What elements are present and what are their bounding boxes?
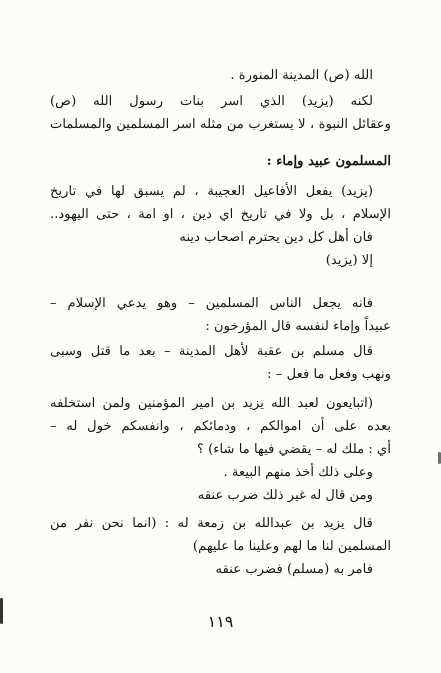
paragraph-yazid-deeds	[50, 180, 391, 272]
text-line: فانه يجعل الناس المسلمين – وهو يدعي الإسلام –	[50, 296, 373, 311]
text-line: أي : ملك له – يقضي فيها ما شاء) ؟	[196, 442, 391, 457]
section-title: المسلمون عبيد وإماء :	[266, 154, 391, 169]
text-line: الإسلام ، بل ولا في تاريخ اي دين ، او امة ، حتى اليهود..	[50, 207, 391, 222]
text-line: ونهب وفعل ما فعل – :	[267, 367, 391, 382]
text-line: قال يزيد بن عبدالله بن زمعة له : (انما نحن نفر من	[50, 516, 373, 531]
text-line: فان أهل كل دين يحترم اصحاب دينه	[179, 230, 373, 245]
text-line: بعده على أن اموالكم ، ودمائكم ، وانفسكم خول له –	[50, 419, 391, 434]
text-line: إلا (يزيد)	[325, 253, 373, 268]
paragraph-slaves	[50, 292, 391, 338]
paragraph-zamaa	[50, 512, 391, 581]
text-line: وعقائل النبوة ، لا يستغرب من مثله اسر المسلمين والمسلمات	[50, 117, 391, 132]
text-line: المسلمين لنا ما لهم وعلينا ما عليهم)	[192, 539, 391, 554]
paragraph-captives	[50, 90, 391, 136]
paragraph-pledge	[50, 392, 391, 507]
text-line: (اتبايعون لعبد الله يزيد بن امير المؤمنين ولمن استخلفه	[50, 396, 373, 411]
text-line: وعلى ذلك أخذ منهم البيعة .	[223, 465, 373, 480]
scan-edge-mark	[0, 598, 3, 624]
text-line: (يزيد) يفعل الأفاعيل العجيبة ، لم يسبق لها في تاريخ	[50, 184, 373, 199]
text-line: ومن قال له غير ذلك ضرب عنقه	[197, 488, 373, 503]
text-line: قال مسلم بن عقبة لأهل المدينة – بعد ما قتل وسبى	[50, 344, 373, 359]
text-line: الله (ص) المدينة المنورة .	[230, 68, 373, 83]
paragraph-medina	[50, 64, 391, 87]
section-heading	[50, 150, 391, 173]
page-number: ١١٩	[207, 612, 234, 631]
text-line: فامر به (مسلم) فضرب عنقه	[215, 562, 373, 577]
text-line: عبيداً وإماء لنفسه قال المؤرخون :	[205, 319, 391, 334]
paragraph-muslim-ibn-uqba	[50, 340, 391, 386]
text-line: لكنه (يزيد) الذي اسر بنات رسول الله (ص)	[50, 94, 373, 109]
